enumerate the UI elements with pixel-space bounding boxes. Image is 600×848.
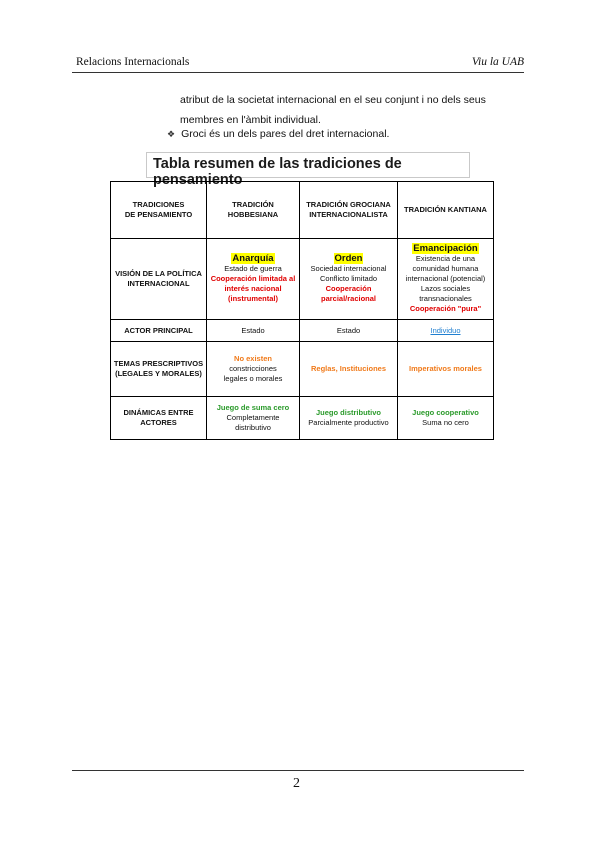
page-number: 2	[293, 776, 300, 791]
table-row-temas	[111, 342, 494, 397]
table-title-box	[146, 152, 470, 188]
traditions-table	[110, 181, 494, 440]
cell-groci: Juego distributivo Parcialmente productivo	[300, 397, 398, 440]
header-cell: TRADICIÓN GROCIANA INTERNACIONALISTA	[300, 182, 398, 239]
table-header-row	[111, 182, 494, 239]
cell-groci: Reglas, Instituciones	[300, 342, 398, 397]
cell-hobbes: No existen constricciones legales o morales	[207, 342, 300, 397]
paragraph-line: atribut de la societat internacional en el seu conjunt i no dels seus	[180, 94, 486, 106]
header-cell: TRADICIÓN KANTIANA	[398, 182, 494, 239]
cell-hobbes: Estado	[207, 320, 300, 342]
header-course-title: Relacions Internacionals	[76, 56, 190, 68]
cell-groci: Orden Sociedad internacional Conflicto limitado Cooperación parcial/racional	[300, 239, 398, 320]
header-cell: TRADICIÓN HOBBESIANA	[207, 182, 300, 239]
cell-groci: Estado	[300, 320, 398, 342]
table-title: Tabla resumen de las tradiciones de pensamiento	[153, 156, 402, 188]
cell-hobbes: Juego de suma cero Completamente distributivo	[207, 397, 300, 440]
cell-kant	[398, 320, 494, 342]
individuo-link[interactable]: Individuo	[430, 325, 461, 335]
row-label: VISIÓN DE LA POLÍTICA INTERNACIONAL	[111, 239, 207, 320]
table-row-dinamicas	[111, 397, 494, 440]
row-label: ACTOR PRINCIPAL	[111, 320, 207, 342]
paragraph-line: membres en l'àmbit individual.	[180, 114, 321, 126]
cell-hobbes: Anarquía Estado de guerra Cooperación limitada al interés nacional (instrumental)	[207, 239, 300, 320]
table-row-actor	[111, 320, 494, 342]
diamond-bullet-icon: ❖	[167, 128, 176, 139]
footer-divider	[72, 770, 524, 771]
header-brand: Viu la UAB	[471, 56, 524, 68]
highlight-title: Orden	[334, 253, 363, 264]
cell-kant: Emancipación Existencia de una comunidad humana internacional (potencial) Lazos sociales transnacionales Cooperación "pura"	[398, 239, 494, 320]
cell-kant: Imperativos morales	[398, 342, 494, 397]
header-divider	[72, 72, 524, 73]
highlight-title: Emancipación	[413, 243, 478, 254]
header-cell: TRADICIONES DE PENSAMIENTO	[111, 182, 207, 239]
page-header	[76, 54, 524, 72]
bullet-item	[167, 128, 389, 140]
highlight-title: Anarquía	[232, 253, 274, 264]
cell-kant: Juego cooperativo Suma no cero	[398, 397, 494, 440]
row-label: DINÁMICAS ENTRE ACTORES	[111, 397, 207, 440]
row-label: TEMAS PRESCRIPTIVOS (LEGALES Y MORALES)	[111, 342, 207, 397]
body-paragraph	[180, 90, 520, 130]
table-row-vision	[111, 239, 494, 320]
bullet-text: Groci és un dels pares del dret internacional.	[181, 128, 390, 140]
